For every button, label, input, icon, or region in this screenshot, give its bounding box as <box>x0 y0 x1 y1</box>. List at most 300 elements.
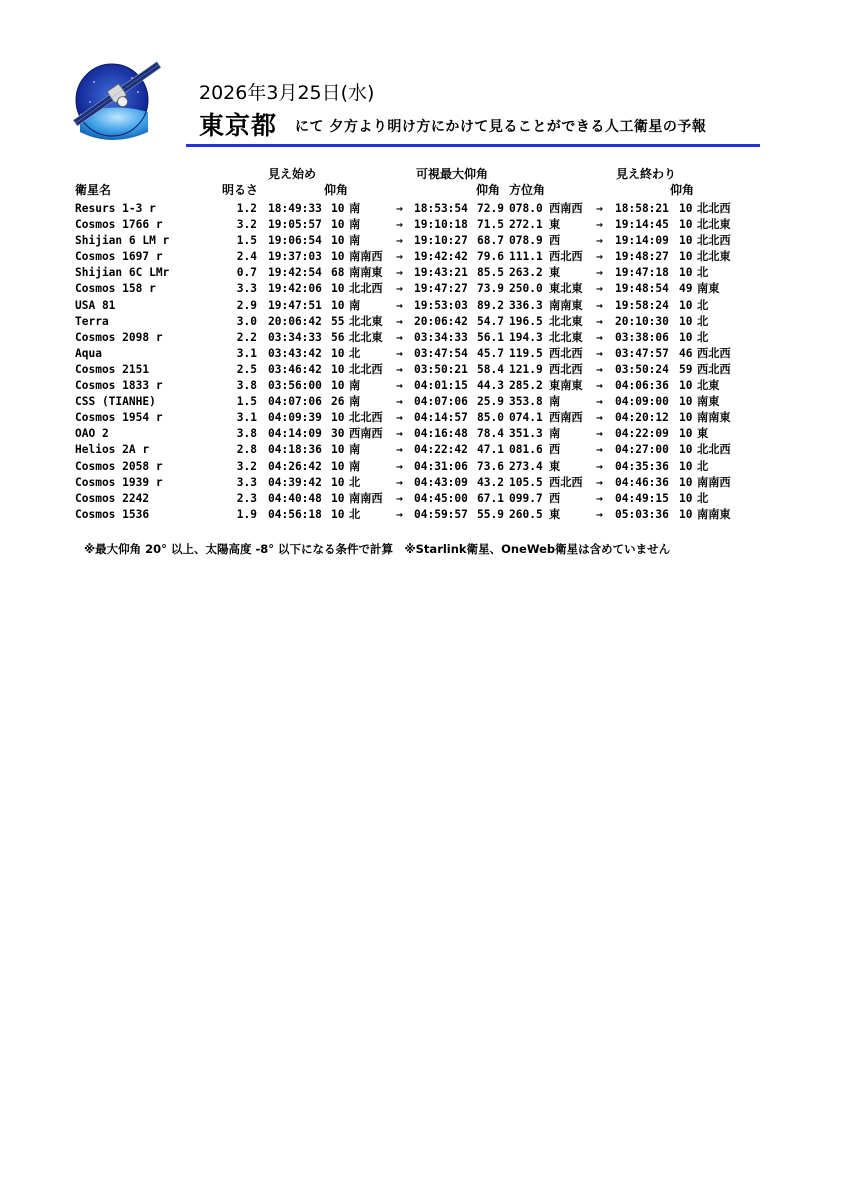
satellite-name: USA 81 <box>75 298 116 312</box>
start-elevation: 10 <box>331 298 345 312</box>
satellite-name: Cosmos 1939 r <box>75 475 163 489</box>
magnitude: 3.0 <box>236 314 257 328</box>
start-elevation: 10 <box>331 459 345 473</box>
start-direction: 北 <box>349 507 361 521</box>
max-elevation: 58.4 <box>477 362 504 376</box>
max-time: 04:14:57 <box>414 411 468 425</box>
arrow: → <box>396 298 403 312</box>
end-elevation: 10 <box>679 266 693 280</box>
magnitude: 2.2 <box>236 330 257 344</box>
end-time: 20:10:30 <box>615 314 669 328</box>
end-elevation: 10 <box>679 427 693 441</box>
end-time: 03:47:57 <box>615 346 669 360</box>
satellite-name: Terra <box>75 314 109 328</box>
end-elevation: 10 <box>679 202 693 215</box>
max-direction: 西北西 <box>549 475 583 489</box>
table-row <box>75 346 775 362</box>
start-elevation: 10 <box>331 491 345 505</box>
max-elevation: 78.4 <box>477 427 504 441</box>
arrow: → <box>396 314 403 328</box>
max-direction: 東 <box>549 266 561 280</box>
end-time: 19:58:24 <box>615 298 669 312</box>
end-elevation: 49 <box>679 282 693 296</box>
start-elevation: 10 <box>331 202 345 215</box>
start-direction: 南 <box>349 443 361 457</box>
arrow: → <box>396 282 403 296</box>
end-time: 04:27:00 <box>615 443 669 457</box>
start-time: 04:26:42 <box>268 459 322 473</box>
max-time: 04:45:00 <box>414 491 468 505</box>
end-time: 04:46:36 <box>615 475 669 489</box>
end-elevation: 10 <box>679 411 693 425</box>
table-row <box>75 217 775 233</box>
arrow: → <box>596 443 603 457</box>
max-time: 19:53:03 <box>414 298 468 312</box>
arrow: → <box>396 491 403 505</box>
arrow: → <box>396 330 403 344</box>
max-elevation: 56.1 <box>477 330 504 344</box>
satellite-name: Cosmos 2151 <box>75 362 150 376</box>
max-elevation: 85.5 <box>477 266 504 280</box>
table-row <box>75 426 775 442</box>
satellite-name: Cosmos 2242 <box>75 491 150 505</box>
satellite-name: Cosmos 1833 r <box>75 379 163 393</box>
table-row <box>75 507 775 523</box>
start-time: 19:42:06 <box>268 282 322 296</box>
start-elevation: 10 <box>331 362 345 376</box>
end-elevation: 10 <box>679 330 693 344</box>
table-row <box>75 330 775 346</box>
max-elevation: 73.6 <box>477 459 504 473</box>
end-elevation: 10 <box>679 218 693 232</box>
arrow: → <box>396 379 403 393</box>
magnitude: 1.2 <box>236 202 257 215</box>
arrow: → <box>596 459 603 473</box>
start-elevation: 26 <box>331 395 345 409</box>
arrow: → <box>596 218 603 232</box>
table-row <box>75 265 775 281</box>
max-azimuth: 273.4 <box>509 459 543 473</box>
end-direction: 北北東 <box>697 218 731 232</box>
arrow: → <box>396 507 403 521</box>
satellite-name: Shijian 6C LMr <box>75 266 170 280</box>
max-azimuth: 263.2 <box>509 266 543 280</box>
end-direction: 西北西 <box>697 346 731 360</box>
start-direction: 南南西 <box>349 250 383 264</box>
magnitude: 2.3 <box>236 491 257 505</box>
max-time: 19:10:27 <box>414 234 468 248</box>
start-elevation: 68 <box>331 266 345 280</box>
max-azimuth: 260.5 <box>509 507 543 521</box>
max-elevation: 85.0 <box>477 411 504 425</box>
max-elevation: 47.1 <box>477 443 504 457</box>
table-row <box>75 410 775 426</box>
table-row <box>75 298 775 314</box>
max-time: 04:22:42 <box>414 443 468 457</box>
end-time: 05:03:36 <box>615 507 669 521</box>
max-azimuth: 353.8 <box>509 395 543 409</box>
start-direction: 南 <box>349 218 361 232</box>
start-time: 19:37:03 <box>268 250 322 264</box>
start-direction: 北 <box>349 475 361 489</box>
magnitude: 3.1 <box>236 346 257 360</box>
magnitude: 3.3 <box>236 282 257 296</box>
start-elevation: 10 <box>331 379 345 393</box>
end-time: 19:47:18 <box>615 266 669 280</box>
max-elevation: 25.9 <box>477 395 504 409</box>
arrow: → <box>396 459 403 473</box>
table-row <box>75 442 775 458</box>
end-direction: 南東 <box>697 395 720 409</box>
max-azimuth: 351.3 <box>509 427 543 441</box>
max-elevation: 72.9 <box>477 202 504 215</box>
end-direction: 南南東 <box>697 411 731 425</box>
max-azimuth: 272.1 <box>509 218 543 232</box>
arrow: → <box>596 507 603 521</box>
arrow: → <box>396 202 403 215</box>
max-time: 04:43:09 <box>414 475 468 489</box>
start-direction: 北 <box>349 346 361 360</box>
start-time: 04:09:39 <box>268 411 322 425</box>
max-direction: 西南西 <box>549 202 583 215</box>
end-elevation: 10 <box>679 395 693 409</box>
max-time: 04:01:15 <box>414 379 468 393</box>
arrow: → <box>596 395 603 409</box>
end-direction: 北 <box>697 314 709 328</box>
table-row <box>75 362 775 378</box>
start-time: 04:18:36 <box>268 443 322 457</box>
start-direction: 南 <box>349 298 361 312</box>
start-elevation: 10 <box>331 411 345 425</box>
end-direction: 北北西 <box>697 443 731 457</box>
arrow: → <box>596 411 603 425</box>
max-time: 03:47:54 <box>414 346 468 360</box>
max-azimuth: 336.3 <box>509 298 543 312</box>
end-elevation: 10 <box>679 234 693 248</box>
max-direction: 南 <box>549 395 561 409</box>
start-direction: 南南西 <box>349 491 383 505</box>
start-direction: 南 <box>349 379 361 393</box>
satellite-name: Cosmos 158 r <box>75 282 156 296</box>
max-azimuth: 078.9 <box>509 234 543 248</box>
max-elevation: 54.7 <box>477 314 504 328</box>
start-time: 04:07:06 <box>268 395 322 409</box>
col-group-start: 見え始め <box>268 167 317 181</box>
end-time: 04:49:15 <box>615 491 669 505</box>
end-time: 19:48:27 <box>615 250 669 264</box>
magnitude: 2.8 <box>236 443 257 457</box>
satellite-name: Cosmos 2098 r <box>75 330 163 344</box>
max-direction: 西 <box>549 491 561 505</box>
start-direction: 南 <box>349 234 361 248</box>
start-direction: 北北西 <box>349 282 383 296</box>
max-azimuth: 285.2 <box>509 379 543 393</box>
end-direction: 南南東 <box>697 507 731 521</box>
max-azimuth: 194.3 <box>509 330 543 344</box>
max-elevation: 79.6 <box>477 250 504 264</box>
start-direction: 南 <box>349 202 361 215</box>
col-magnitude: 明るさ <box>222 183 259 197</box>
max-azimuth: 099.7 <box>509 491 543 505</box>
start-direction: 北北西 <box>349 411 383 425</box>
city-name: 東京都 <box>199 111 278 140</box>
satellite-name: Shijian 6 LM r <box>75 234 170 248</box>
end-elevation: 10 <box>679 298 693 312</box>
col-name: 衛星名 <box>75 183 112 197</box>
end-time: 03:50:24 <box>615 362 669 376</box>
table-row <box>75 394 775 410</box>
end-direction: 南南西 <box>697 475 731 489</box>
satellite-name: Resurs 1-3 r <box>75 202 156 215</box>
end-direction: 北北西 <box>697 202 731 215</box>
arrow: → <box>596 314 603 328</box>
end-time: 04:35:36 <box>615 459 669 473</box>
start-direction: 南 <box>349 395 361 409</box>
start-elevation: 30 <box>331 427 345 441</box>
arrow: → <box>596 346 603 360</box>
satellite-name: Helios 2A r <box>75 443 150 457</box>
end-elevation: 59 <box>679 362 693 376</box>
max-elevation: 73.9 <box>477 282 504 296</box>
max-elevation: 45.7 <box>477 346 504 360</box>
end-direction: 北 <box>697 330 709 344</box>
arrow: → <box>396 218 403 232</box>
end-elevation: 10 <box>679 250 693 264</box>
header-divider <box>186 144 760 147</box>
col-max-elev: 仰角 <box>476 183 501 197</box>
max-time: 04:59:57 <box>414 507 468 521</box>
max-elevation: 71.5 <box>477 218 504 232</box>
satellite-name: Cosmos 2058 r <box>75 459 163 473</box>
col-max-az: 方位角 <box>509 183 546 197</box>
magnitude: 1.9 <box>236 507 257 521</box>
magnitude: 3.1 <box>236 411 257 425</box>
start-time: 04:40:48 <box>268 491 322 505</box>
start-elevation: 10 <box>331 443 345 457</box>
table-row <box>75 459 775 475</box>
satellite-name: Cosmos 1766 r <box>75 218 163 232</box>
end-time: 04:06:36 <box>615 379 669 393</box>
end-time: 04:20:12 <box>615 411 669 425</box>
end-elevation: 10 <box>679 491 693 505</box>
max-direction: 北北東 <box>549 314 583 328</box>
start-time: 04:14:09 <box>268 427 322 441</box>
max-direction: 西南西 <box>549 411 583 425</box>
end-time: 04:22:09 <box>615 427 669 441</box>
report-date: 2026年3月25日(水) <box>199 82 375 104</box>
table-row <box>75 201 775 217</box>
max-direction: 東南東 <box>549 379 583 393</box>
max-azimuth: 078.0 <box>509 202 543 215</box>
start-direction: 北北東 <box>349 314 383 328</box>
table-row <box>75 233 775 249</box>
max-time: 19:47:27 <box>414 282 468 296</box>
satellite-name: CSS (TIANHE) <box>75 395 156 409</box>
arrow: → <box>396 362 403 376</box>
end-elevation: 10 <box>679 379 693 393</box>
end-direction: 北 <box>697 298 709 312</box>
max-azimuth: 081.6 <box>509 443 543 457</box>
max-direction: 東 <box>549 459 561 473</box>
end-elevation: 10 <box>679 459 693 473</box>
start-direction: 北北西 <box>349 362 383 376</box>
max-azimuth: 074.1 <box>509 411 543 425</box>
end-direction: 西北西 <box>697 362 731 376</box>
start-time: 19:47:51 <box>268 298 322 312</box>
max-time: 03:50:21 <box>414 362 468 376</box>
start-time: 19:06:54 <box>268 234 322 248</box>
arrow: → <box>596 491 603 505</box>
arrow: → <box>396 427 403 441</box>
max-elevation: 89.2 <box>477 298 504 312</box>
start-time: 19:05:57 <box>268 218 322 232</box>
magnitude: 3.8 <box>236 427 257 441</box>
page-title: にて 夕方より明け方にかけて見ることができる人工衛星の予報 <box>295 119 707 135</box>
table-row <box>75 491 775 507</box>
start-elevation: 56 <box>331 330 345 344</box>
start-time: 03:43:42 <box>268 346 322 360</box>
max-time: 19:42:42 <box>414 250 468 264</box>
max-azimuth: 105.5 <box>509 475 543 489</box>
arrow: → <box>596 282 603 296</box>
max-direction: 西北西 <box>549 362 583 376</box>
end-elevation: 10 <box>679 314 693 328</box>
magnitude: 1.5 <box>236 234 257 248</box>
table-row <box>75 314 775 330</box>
magnitude: 2.9 <box>236 298 257 312</box>
max-time: 04:31:06 <box>414 459 468 473</box>
arrow: → <box>596 234 603 248</box>
max-direction: 東 <box>549 507 561 521</box>
start-direction: 西南西 <box>349 427 383 441</box>
max-direction: 西 <box>549 234 561 248</box>
max-direction: 東 <box>549 218 561 232</box>
max-elevation: 68.7 <box>477 234 504 248</box>
arrow: → <box>396 346 403 360</box>
arrow: → <box>396 475 403 489</box>
max-azimuth: 250.0 <box>509 282 543 296</box>
max-time: 04:07:06 <box>414 395 468 409</box>
end-direction: 北 <box>697 491 709 505</box>
magnitude: 0.7 <box>236 266 257 280</box>
col-group-max: 可視最大仰角 <box>416 167 489 181</box>
end-direction: 北北西 <box>697 234 731 248</box>
magnitude: 3.2 <box>236 459 257 473</box>
max-time: 19:10:18 <box>414 218 468 232</box>
start-elevation: 10 <box>331 250 345 264</box>
max-time: 04:16:48 <box>414 427 468 441</box>
end-elevation: 10 <box>679 507 693 521</box>
table-row <box>75 378 775 394</box>
arrow: → <box>596 298 603 312</box>
start-time: 18:49:33 <box>268 202 322 215</box>
arrow: → <box>396 266 403 280</box>
satellite-name: Cosmos 1954 r <box>75 411 163 425</box>
start-elevation: 10 <box>331 346 345 360</box>
max-elevation: 44.3 <box>477 379 504 393</box>
arrow: → <box>596 427 603 441</box>
start-elevation: 10 <box>331 234 345 248</box>
footnote: ※最大仰角 20° 以上、太陽高度 -8° 以下になる条件で計算 ※Starlink衛星、OneWeb衛星は含めていません <box>84 542 671 556</box>
satellite-name: Cosmos 1536 <box>75 507 150 521</box>
col-start-elev: 仰角 <box>324 183 349 197</box>
end-time: 19:14:09 <box>615 234 669 248</box>
table-row <box>75 249 775 265</box>
magnitude: 2.4 <box>236 250 257 264</box>
col-group-end: 見え終わり <box>616 167 677 181</box>
max-time: 18:53:54 <box>414 202 468 215</box>
magnitude: 1.5 <box>236 395 257 409</box>
satellite-earth-logo-icon <box>72 52 180 152</box>
start-direction: 南 <box>349 459 361 473</box>
start-elevation: 10 <box>331 218 345 232</box>
table-row <box>75 475 775 491</box>
magnitude: 3.3 <box>236 475 257 489</box>
start-direction: 南南東 <box>349 266 383 280</box>
start-time: 03:34:33 <box>268 330 322 344</box>
arrow: → <box>396 250 403 264</box>
magnitude: 3.2 <box>236 218 257 232</box>
max-time: 20:06:42 <box>414 314 468 328</box>
end-time: 18:58:21 <box>615 202 669 215</box>
arrow: → <box>596 250 603 264</box>
start-direction: 北北東 <box>349 330 383 344</box>
end-direction: 北 <box>697 266 709 280</box>
max-azimuth: 196.5 <box>509 314 543 328</box>
end-elevation: 10 <box>679 443 693 457</box>
max-direction: 南 <box>549 427 561 441</box>
max-direction: 南南東 <box>549 298 583 312</box>
max-time: 19:43:21 <box>414 266 468 280</box>
max-direction: 西 <box>549 443 561 457</box>
end-direction: 北東 <box>697 379 720 393</box>
end-direction: 北 <box>697 459 709 473</box>
max-elevation: 43.2 <box>477 475 504 489</box>
start-time: 03:56:00 <box>268 379 322 393</box>
start-time: 04:39:42 <box>268 475 322 489</box>
satellite-name: Cosmos 1697 r <box>75 250 163 264</box>
max-time: 03:34:33 <box>414 330 468 344</box>
max-direction: 西北西 <box>549 250 583 264</box>
satellite-name: Aqua <box>75 346 102 360</box>
start-time: 20:06:42 <box>268 314 322 328</box>
max-azimuth: 111.1 <box>509 250 543 264</box>
end-direction: 東 <box>697 427 709 441</box>
table-row <box>75 281 775 297</box>
end-elevation: 10 <box>679 475 693 489</box>
col-end-elev: 仰角 <box>670 183 695 197</box>
max-azimuth: 119.5 <box>509 346 543 360</box>
end-elevation: 46 <box>679 346 693 360</box>
satellite-name: OAO 2 <box>75 427 109 441</box>
end-direction: 南東 <box>697 282 720 296</box>
arrow: → <box>596 266 603 280</box>
start-elevation: 55 <box>331 314 345 328</box>
max-direction: 西北西 <box>549 346 583 360</box>
magnitude: 2.5 <box>236 362 257 376</box>
arrow: → <box>596 330 603 344</box>
max-elevation: 55.9 <box>477 507 504 521</box>
start-elevation: 10 <box>331 507 345 521</box>
max-azimuth: 121.9 <box>509 362 543 376</box>
arrow: → <box>396 234 403 248</box>
end-time: 03:38:06 <box>615 330 669 344</box>
max-elevation: 67.1 <box>477 491 504 505</box>
start-elevation: 10 <box>331 475 345 489</box>
arrow: → <box>596 202 603 215</box>
end-time: 19:48:54 <box>615 282 669 296</box>
magnitude: 3.8 <box>236 379 257 393</box>
